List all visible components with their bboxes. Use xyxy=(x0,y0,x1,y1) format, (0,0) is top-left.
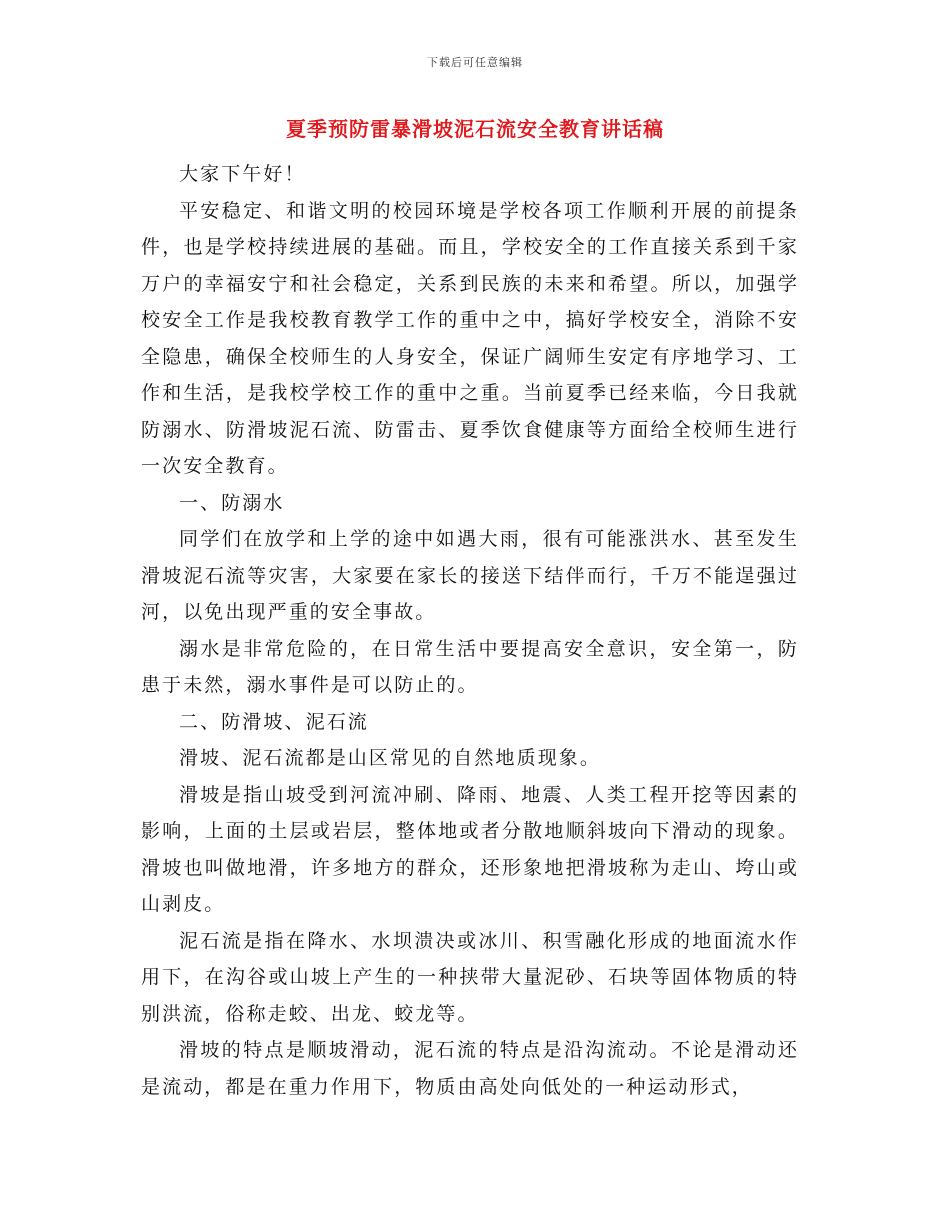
document-title: 夏季预防雷暴滑坡泥石流安全教育讲话稿 xyxy=(286,117,664,141)
debris-flow-paragraph: 泥石流是指在降水、水坝溃决或冰川、积雪融化形成的地面流水作用下，在沟谷或山坡上产生的一种挟带大量泥砂、石块等固体物质的特别洪流，俗称走蛟、出龙、蛟龙等。 xyxy=(141,929,799,1025)
characteristics-paragraph: 滑坡的特点是顺坡滑动，泥石流的特点是沿沟流动。不论是滑动还是流动，都是在重力作用下，物质由高处向低处的一种运动形式， xyxy=(141,1039,799,1098)
section-heading-landslide: 二、防滑坡、泥石流 xyxy=(179,710,369,733)
drowning-paragraph-1: 同学们在放学和上学的途中如遇大雨，很有可能涨洪水、甚至发生滑坡泥石流等灾害，大家要在家长的接送下结伴而行，千万不能逞强过河，以免出现严重的安全事故。 xyxy=(141,528,799,623)
document-body xyxy=(141,156,799,1105)
page-header-note: 下载后可任意编辑 xyxy=(427,56,523,69)
intro-paragraph: 平安稳定、和谐文明的校园环境是学校各项工作顺利开展的前提条件，也是学校持续进展的基础。而且，学校安全的工作直接关系到千家万户的幸福安宁和社会稳定，关系到民族的未来和希望。所以，加强学校安全工作是我校教育教学工作的重中之中，搞好学校安全，消除不安全隐患，确保全校师生的人身安全，保证广阔师生安定有序地学习、工作和生活，是我校学校工作的重中之重。当前夏季已经来临，今日我就防溺水、防滑坡泥石流、防雷击、夏季饮食健康等方面给全校师生进行一次安全教育。 xyxy=(141,199,799,477)
landslide-paragraph-1: 滑坡、泥石流都是山区常见的自然地质现象。 xyxy=(179,747,602,769)
drowning-paragraph-2: 溺水是非常危险的，在日常生活中要提高安全意识，安全第一，防患于未然，溺水事件是可以防止的。 xyxy=(141,637,799,696)
section-heading-drowning: 一、防溺水 xyxy=(179,491,285,514)
greeting-paragraph: 大家下午好！ xyxy=(179,163,306,185)
landslide-paragraph-2: 滑坡是指山坡受到河流冲刷、降雨、地震、人类工程开挖等因素的影响，上面的土层或岩层，整体地或者分散地顺斜坡向下滑动的现象。滑坡也叫做地滑，许多地方的群众，还形象地把滑坡称为走山、垮山或山剥皮。 xyxy=(141,783,799,915)
